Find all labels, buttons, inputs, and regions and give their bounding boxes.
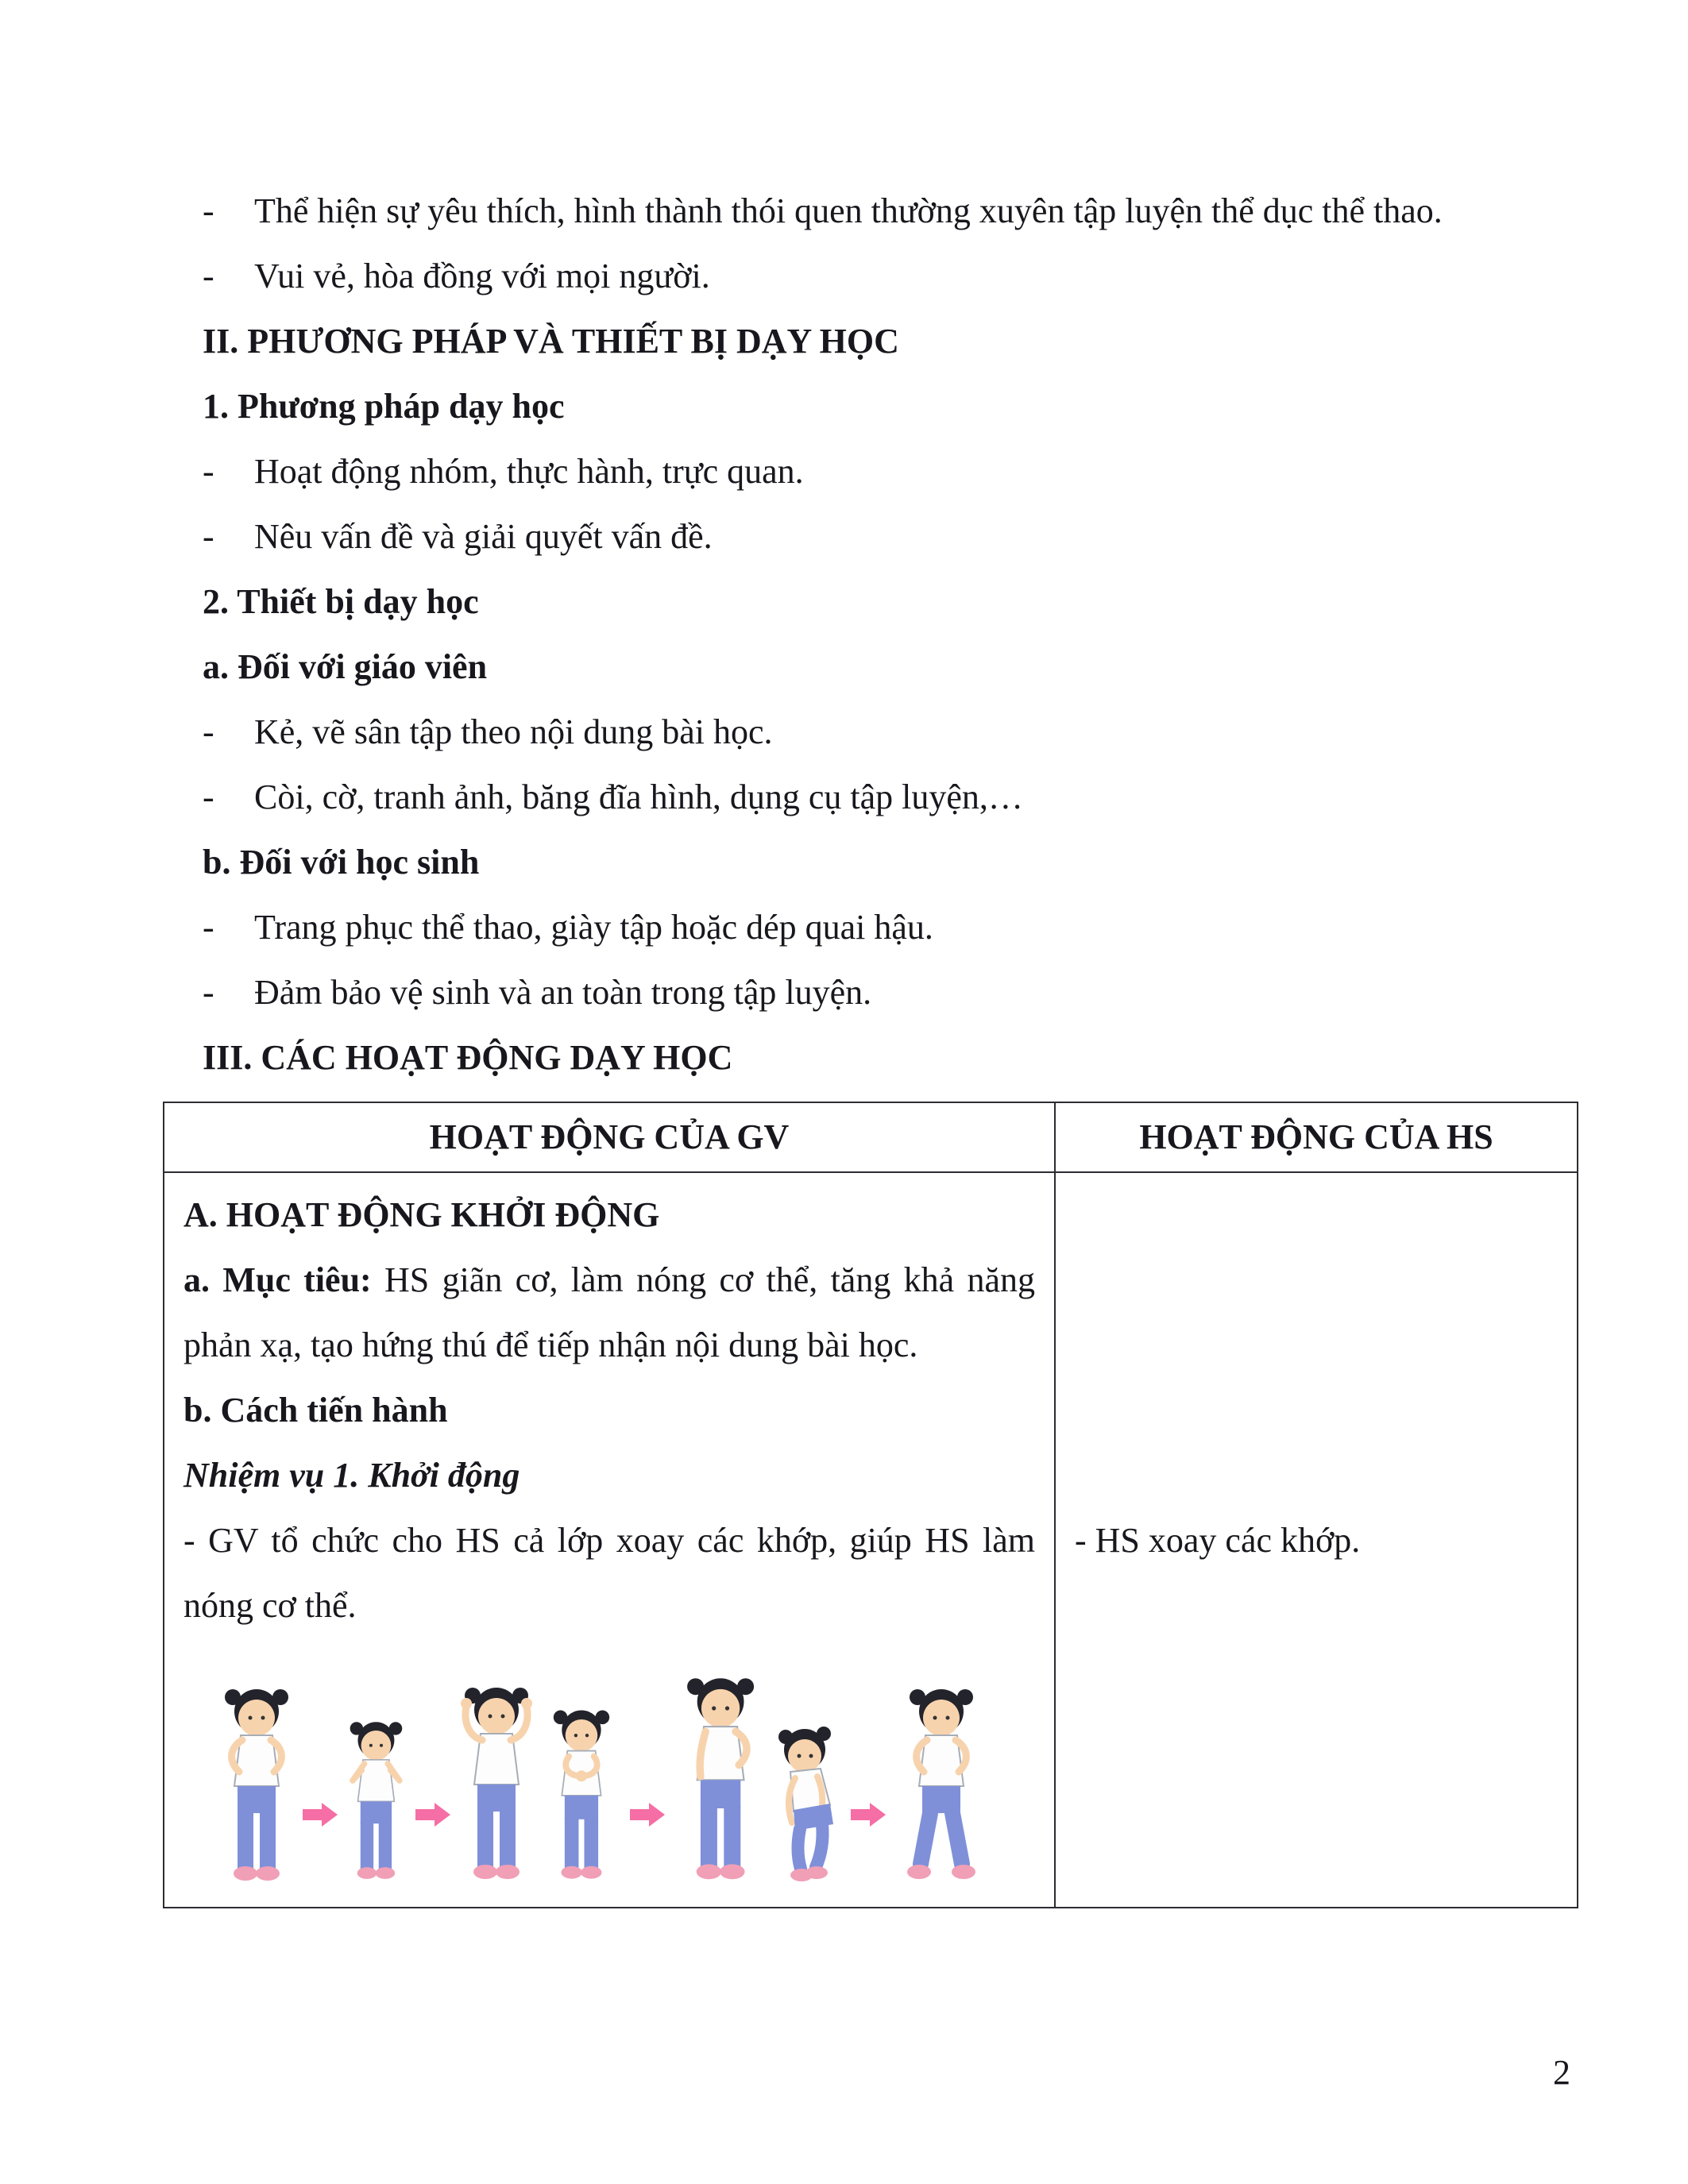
bullet-dash: - bbox=[203, 452, 214, 491]
bullet-dash: - bbox=[203, 973, 214, 1012]
bullet-dash: - bbox=[203, 191, 214, 230]
figure-hands-to-shoulders-icon bbox=[350, 1722, 403, 1879]
section-heading-activities: III. CÁC HOẠT ĐỘNG DẠY HỌC bbox=[203, 1038, 733, 1077]
figure-arms-flexed-icon bbox=[461, 1688, 532, 1879]
section-heading-methods: II. PHƯƠNG PHÁP VÀ THIẾT BỊ DẠY HỌC bbox=[203, 322, 899, 361]
arrow-right-icon bbox=[851, 1803, 886, 1827]
subsection-teacher-equipment: a. Đối với giáo viên bbox=[203, 647, 488, 686]
arrow-right-icon bbox=[630, 1803, 665, 1827]
list-item bbox=[203, 700, 1577, 765]
page-number: 2 bbox=[1553, 2053, 1570, 2092]
list-item bbox=[203, 504, 1577, 569]
activity-task-text: - GV tổ chức cho HS cả lớp xoay các khớp, giúp HS làm nóng cơ thể. bbox=[183, 1521, 1035, 1625]
warmup-figures-svg bbox=[215, 1653, 994, 1891]
subsection-equipment: 2. Thiết bị dạy học bbox=[203, 582, 479, 621]
list-item bbox=[203, 439, 1577, 504]
table-header-hs: HOẠT ĐỘNG CỦA HS bbox=[1055, 1102, 1578, 1172]
hs-response-text: - HS xoay các khớp. bbox=[1075, 1521, 1361, 1560]
warmup-exercise-illustration bbox=[215, 1653, 994, 1891]
gv-activity-cell bbox=[164, 1172, 1055, 1908]
bullet-dash: - bbox=[203, 517, 214, 556]
list-item-text: Trang phục thể thao, giày tập hoặc dép quai hậu. bbox=[254, 908, 933, 947]
figure-hands-on-hips-icon bbox=[225, 1689, 288, 1881]
activity-objective bbox=[183, 1248, 1035, 1378]
bullet-dash: - bbox=[203, 908, 214, 947]
table-header-row bbox=[164, 1102, 1578, 1172]
figure-bent-forward-icon bbox=[778, 1727, 833, 1881]
list-item bbox=[203, 179, 1577, 244]
activity-task-label: Nhiệm vụ 1. Khởi động bbox=[183, 1456, 520, 1495]
activities-table bbox=[163, 1102, 1578, 1908]
list-item bbox=[203, 895, 1577, 960]
list-item-text: Đảm bảo vệ sinh và an toàn trong tập luyện. bbox=[254, 973, 872, 1012]
hs-activity-cell bbox=[1055, 1172, 1578, 1908]
list-item-text: Vui vẻ, hòa đồng với mọi người. bbox=[254, 257, 710, 295]
list-item-text: Hoạt động nhóm, thực hành, trực quan. bbox=[254, 452, 804, 491]
list-item-text: Còi, cờ, tranh ảnh, băng đĩa hình, dụng cụ tập luyện,… bbox=[254, 778, 1023, 816]
list-item-text: Nêu vấn đề và giải quyết vấn đề. bbox=[254, 517, 713, 556]
list-item bbox=[203, 765, 1577, 830]
table-header-gv: HOẠT ĐỘNG CỦA GV bbox=[164, 1102, 1055, 1172]
list-item-text: Thể hiện sự yêu thích, hình thành thói quen thường xuyên tập luyện thể dục thể thao. bbox=[254, 191, 1443, 230]
figure-hand-on-hip-icon bbox=[687, 1678, 754, 1879]
list-item-text: Kẻ, vẽ sân tập theo nội dung bài học. bbox=[254, 712, 773, 751]
bullet-dash: - bbox=[203, 712, 214, 751]
figure-legs-apart-icon bbox=[907, 1689, 975, 1879]
arrow-right-icon bbox=[303, 1803, 338, 1827]
activity-heading: A. HOẠT ĐỘNG KHỞI ĐỘNG bbox=[183, 1195, 660, 1234]
arrow-right-icon bbox=[415, 1803, 450, 1827]
bullet-dash: - bbox=[203, 778, 214, 816]
bullet-dash: - bbox=[203, 257, 214, 295]
list-item bbox=[203, 244, 1577, 309]
figure-hands-clasped-icon bbox=[554, 1711, 609, 1879]
objective-text: HS giãn cơ, làm nóng cơ thể, tăng khả năng phản xạ, tạo hứng thú để tiếp nhận nội dung bài học. bbox=[183, 1260, 1036, 1364]
activity-steps-label: b. Cách tiến hành bbox=[183, 1391, 448, 1430]
subsection-student-equipment: b. Đối với học sinh bbox=[203, 843, 480, 882]
table-body-row bbox=[164, 1172, 1578, 1908]
list-item bbox=[203, 960, 1577, 1025]
objective-label: a. Mục tiêu: bbox=[183, 1260, 372, 1299]
subsection-teaching-methods: 1. Phương pháp dạy học bbox=[203, 387, 565, 426]
